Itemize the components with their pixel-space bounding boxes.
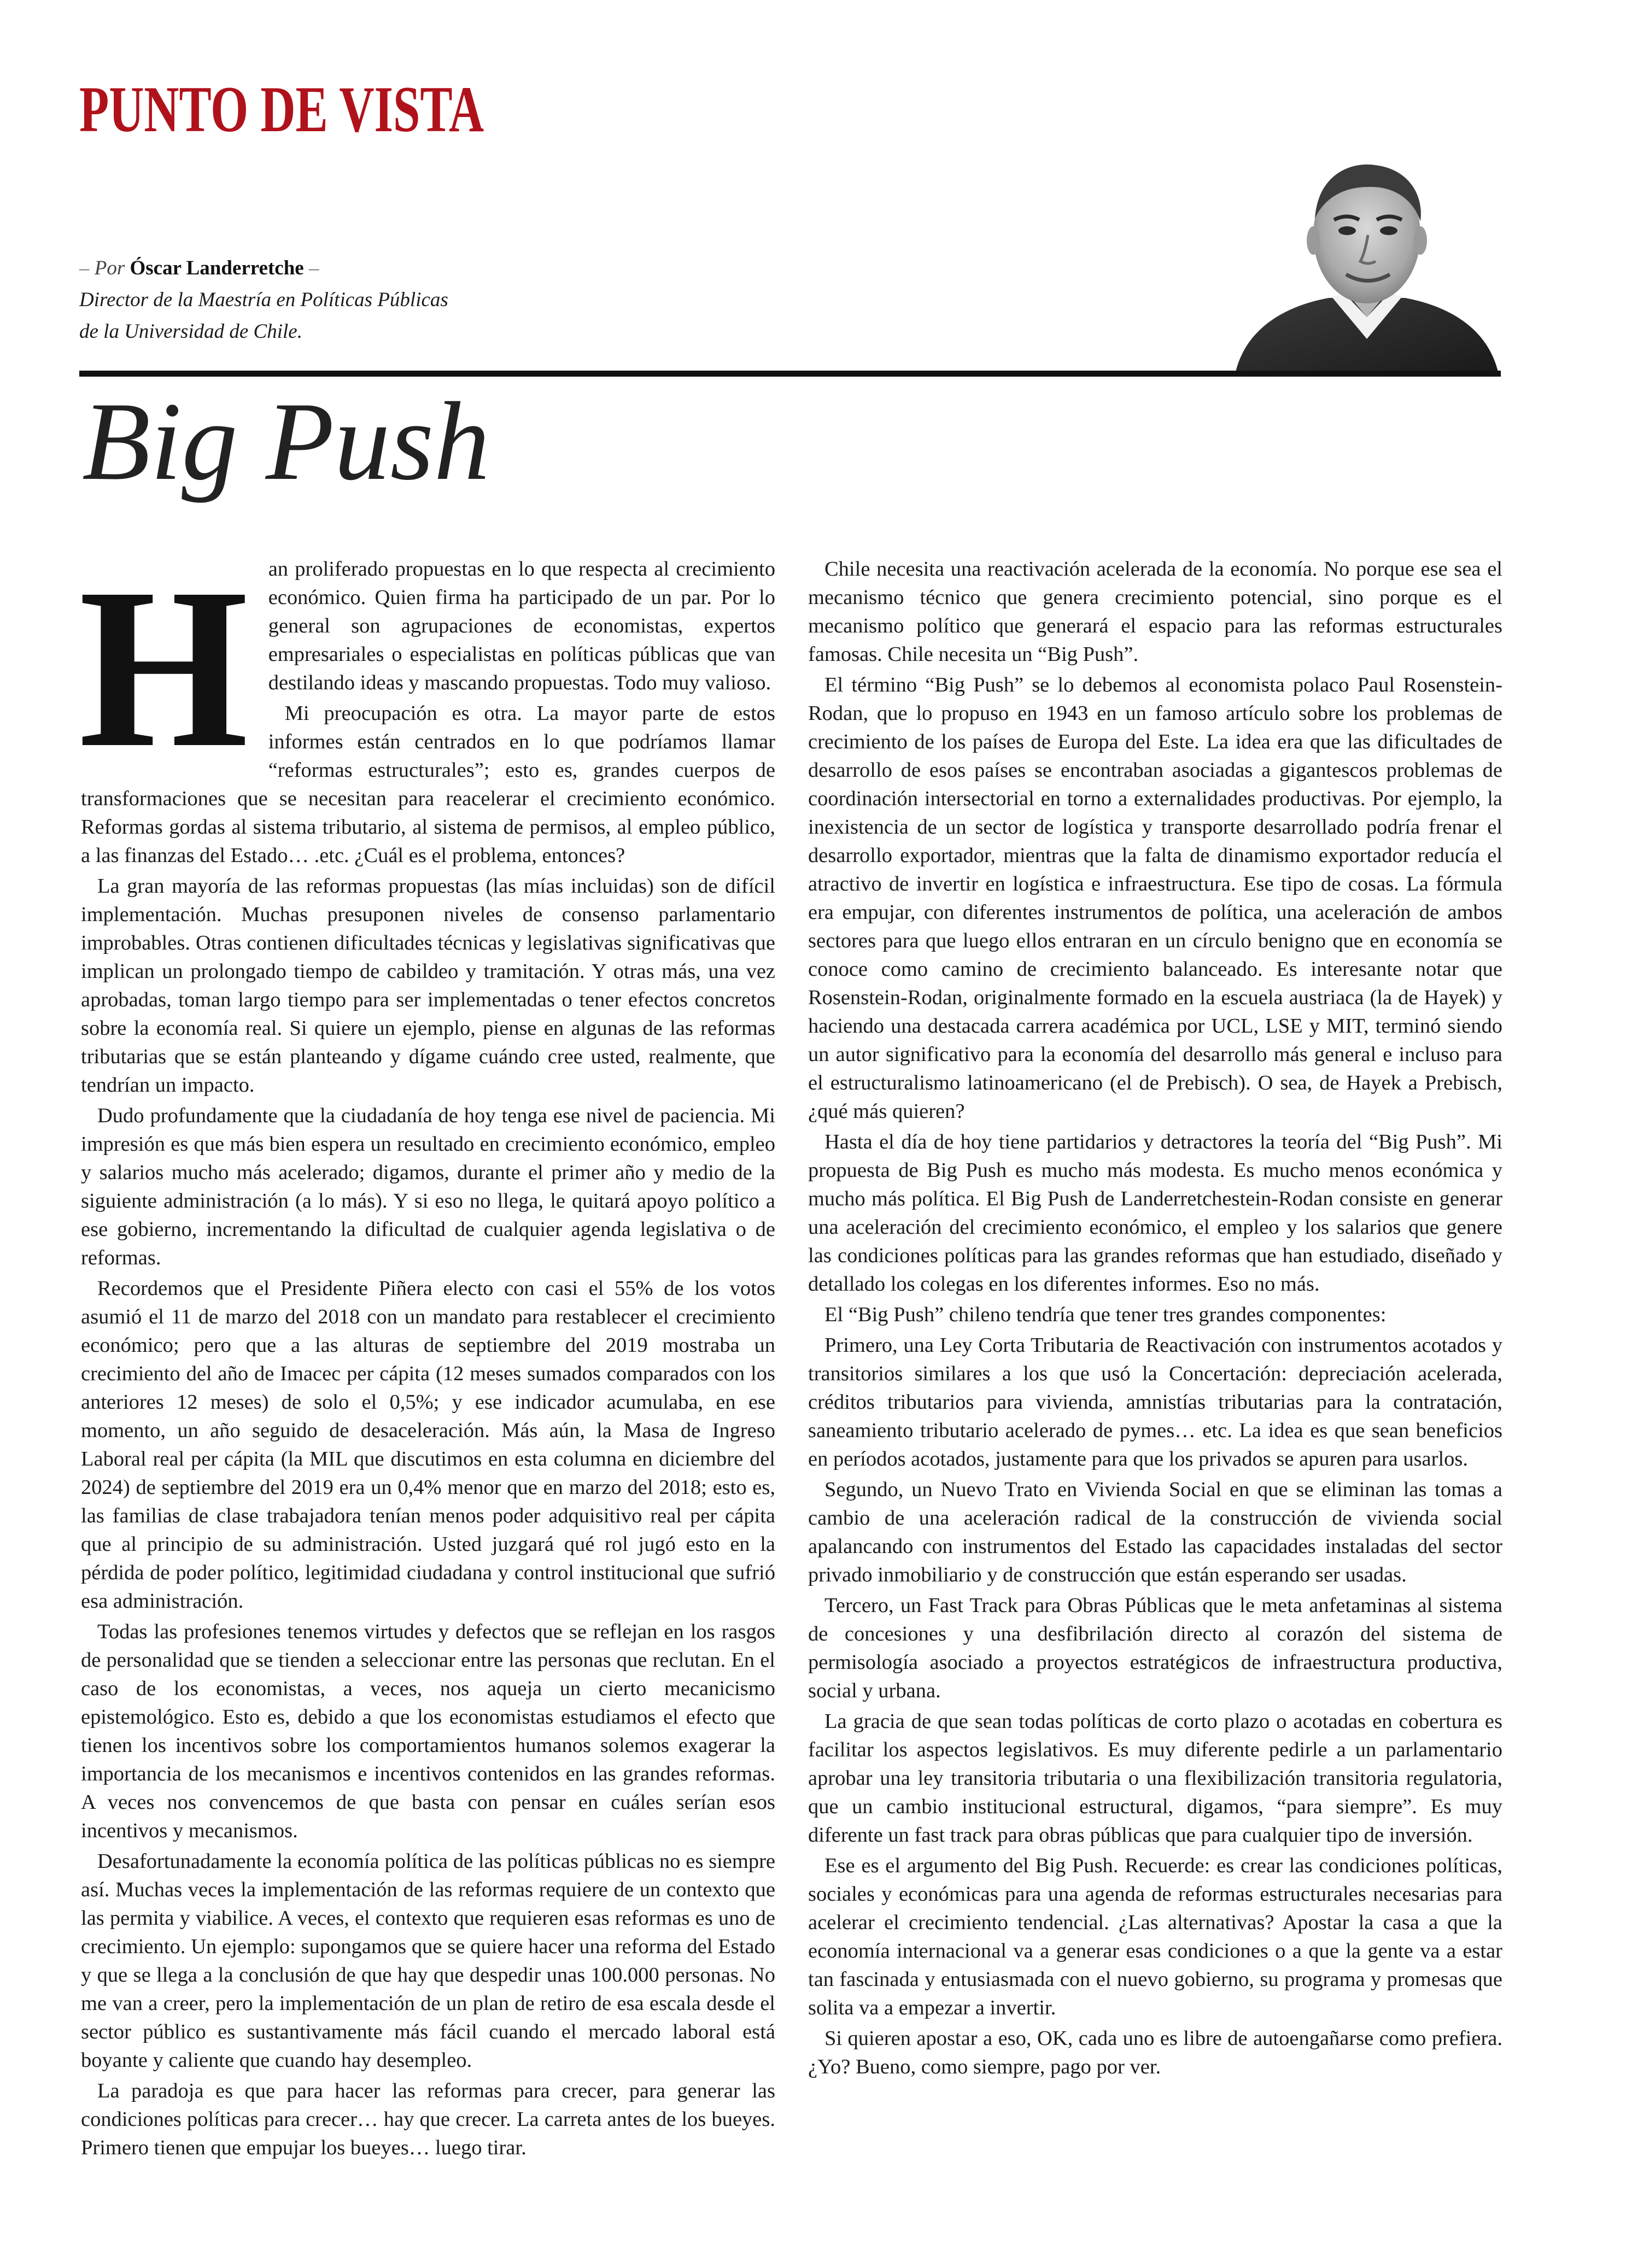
paragraph-15: Tercero, un Fast Track para Obras Públicas que le meta anfetaminas al sistema de concesiones y una desfibrilación directo al corazón del sistema de permisología asociado a proyectos estratégicos de infraestructura productiva, social y urbana. — [808, 1594, 1502, 1702]
byline — [79, 253, 448, 348]
drop-cap: H — [79, 541, 249, 795]
paragraph-1-text: an proliferado propuestas en lo que respecta al crecimiento económico. Quien firma ha participado de un par. Por lo general son agrupaciones de economistas, expertos empresariales o especialistas en políticas públicas que van destilando ideas y mascando propuestas. Todo muy valioso. — [268, 558, 775, 694]
paragraph-9: Chile necesita una reactivación acelerada de la economía. No porque ese sea el mecanismo técnico que genera crecimiento potencial, sino porque es el mecanismo político que generará el espacio para las reformas estructurales famosas. Chile necesita un “Big Push”. — [808, 558, 1502, 666]
paragraph-13: Primero, una Ley Corta Tributaria de Reactivación con instrumentos acotados y transitorios similares a los que usó la Concertación: depreciación acelerada, créditos tributarios para vivienda, amnistías tributarias para la contratación, saneamiento tributario acelerado de pymes… etc. La idea es que sean beneficios en períodos acotados, justamente para que los privados se apuren para usarlos. — [808, 1334, 1502, 1470]
article-headline: Big Push — [82, 379, 490, 503]
author-portrait — [1225, 153, 1509, 372]
paragraph-4: Dudo profundamente que la ciudadanía de hoy tenga ese nivel de paciencia. Mi impresión es que más bien espera un resultado en crecimiento económico, empleo y salarios mucho más acelerado; digamos, durante el primer año y medio de la siguiente administración (a lo más). Y si eso no llega, le quitará apoyo político a ese gobierno, incrementando la dificultad de cualquier agenda legislativa o de reformas. — [81, 1104, 775, 1269]
byline-prefix: Por — [94, 257, 125, 279]
article-column-left — [79, 541, 775, 2164]
author-name: Óscar Landerretche — [130, 257, 304, 279]
paragraph-5: Recordemos que el Presidente Piñera electo con casi el 55% de los votos asumió el 11 de marzo del 2018 con un mandato para restablecer el crecimiento económico; pero que a las alturas de septiembre del 2019 mostraba un crecimiento del año de Imacec per cápita (12 meses sumados comparados con los anteriores 12 meses) de solo el 0,5%; y ese indicador acumulaba, en ese momento, un año seguido de desaceleración. Más aún, la Masa de Ingreso Laboral real per cápita (la MIL que discutimos en esta columna en diciembre del 2024) de septiembre del 2019 era un 0,4% menor que en marzo del 2018; esto es, las familias de clase trabajadora tenían menos poder adquisitivo real per cápita que al principio de su administración. Usted juzgará qué rol jugó esto en la pérdida de poder político, legitimidad ciudadana y control institucional que sufrió esa administración. — [81, 1277, 775, 1613]
paragraph-2: Mi preocupación es otra. La mayor parte de estos informes están centrados en lo que podríamos llamar “reformas estructurales”; esto es, grandes cuerpos de transformaciones que se necesitan para reacelerar el crecimiento económico. Reformas gordas al sistema tributario, al sistema de permisos, al empleo público, a las finanzas del Estado… .etc. ¿Cuál es el problema, entonces? — [81, 702, 775, 867]
article-column-right — [808, 555, 1502, 2083]
author-role-line-2: de la Universidad de Chile. — [79, 320, 302, 343]
header-rule — [79, 371, 1501, 377]
paragraph-6: Todas las profesiones tenemos virtudes y defectos que se reflejan en los rasgos de personalidad que se tienden a seleccionar entre las personas que reclutan. En el caso de los economistas, a veces, nos aqueja un cierto mecanicismo epistemológico. Esto es, debido a que los economistas estudiamos el efecto que tienen los incentivos sobre los comportamientos humanos solemos exagerar la importancia de los mecanismos e incentivos contenidos en las grandes reformas. A veces nos convencemos de que basta con pensar en cuáles serían esos incentivos y mecanismos. — [81, 1620, 775, 1842]
paragraph-10: El término “Big Push” se lo debemos al economista polaco Paul Rosenstein-Rodan, que lo propuso en 1943 en un famoso artículo sobre los problemas de crecimiento de los países de Europa del Este. La idea era que las dificultades de desarrollo de esos países se encontraban asociadas a gigantescos problemas de coordinación intersectorial en torno a externalidades productivas. Por ejemplo, la inexistencia de un sector de logística y transporte desarrollado podría frenar el desarrollo exportador, mientras que la falta de dinamismo exportador reducía el atractivo de invertir en logística e infraestructura. Ese tipo de cosas. La fórmula era empujar, con diferentes instrumentos de política, una aceleración de ambos sectores para que luego ellos entraran en un círculo benigno que en economía se conoce como camino de crecimiento balanceado. Es interesante notar que Rosenstein-Rodan, originalmente formado en la escuela austriaca (la de Hayek) y haciendo una destacada carrera académica por UCL, LSE y MIT, terminó siendo un autor significativo para la economía del desarrollo más general e incluso para el estructuralismo latinoamericano (el de Prebisch). O sea, de Hayek a Prebisch, ¿qué más quieren? — [808, 673, 1502, 1123]
paragraph-7: Desafortunadamente la economía política de las políticas públicas no es siempre así. Muchas veces la implementación de las reformas requiere de un contexto que las permita y viabilice. A veces, el contexto que requieren esas reformas es uno de crecimiento. Un ejemplo: supongamos que se quiere hacer una reforma del Estado y que se llega a la conclusión de que hay que despedir unas 100.000 personas. No me van a creer, pero la implementación de un plan de retiro de esa escala desde el sector público es sustantivamente más fácil cuando el mercado laboral está boyante y caliente que cuando hay desempleo. — [81, 1850, 775, 2072]
paragraph-12: El “Big Push” chileno tendría que tener tres grandes componentes: — [824, 1303, 1387, 1326]
paragraph-14: Segundo, un Nuevo Trato en Vivienda Social en que se eliminan las tomas a cambio de una aceleración radical de la construcción de vivienda social apalancando con instrumentos del Estado las capacidades instaladas del sector privado inmobiliario y de construcción que están esperando ser usadas. — [808, 1478, 1502, 1586]
paragraph-17: Ese es el argumento del Big Push. Recuerde: es crear las condiciones políticas, sociales y económicas para una agenda de reformas estructurales necesarias para acelerar el crecimiento tendencial. ¿Las alternativas? Apostar la casa a que la economía internacional va a generar esas condiciones o a que la gente va a estar tan fascinada y entusiasmada con el nuevo gobierno, su programa y promesas que solita va a empezar a invertir. — [808, 1854, 1502, 2019]
paragraph-18: Si quieren apostar a eso, OK, cada uno es libre de autoengañarse como prefiera. ¿Yo? Bueno, como siempre, pago por ver. — [808, 2027, 1502, 2078]
section-masthead: PUNTO DE VISTA — [79, 73, 484, 145]
paragraph-3: La gran mayoría de las reformas propuestas (las mías incluidas) son de difícil implementación. Muchas presuponen niveles de consenso parlamentario improbables. Otras contienen dificultades técnicas y legislativas significativas que implican un prolongado tiempo de cabildeo y tramitación. Y otras más, una vez aprobadas, toman largo tiempo para ser implementadas o tener efectos concretos sobre la economía real. Si quiere un ejemplo, piense en algunas de las reformas tributarias que se están planteando y dígame cuándo cree usted, realmente, que tendrían un impacto. — [81, 875, 775, 1097]
paragraph-8: La paradoja es que para hacer las reformas para crecer, para generar las condiciones políticas para crecer… hay que crecer. La carreta antes de los bueyes. Primero tienen que empujar los bueyes… luego tirar. — [81, 2079, 775, 2159]
byline-prefix-line: – Por Óscar Landerretche – — [79, 257, 319, 279]
paragraph-11: Hasta el día de hoy tiene partidarios y detractores la teoría del “Big Push”. Mi propuesta de Big Push es mucho más modesta. Es mucho menos económica y mucho más política. El Big Push de Landerretchestein-Rodan consiste en generar una aceleración del crecimiento económico, el empleo y los salarios que genere las condiciones políticas para las grandes reformas que han estudiado, diseñado y detallado los colegas en los diferentes informes. Eso no más. — [808, 1130, 1502, 1296]
paragraph-16: La gracia de que sean todas políticas de corto plazo o acotadas en cobertura es facilitar los aspectos legislativos. Es muy diferente pedirle a un parlamentario aprobar una ley transitoria tributaria o una flexibilización transitoria regulatoria, que un cambio institucional estructural, digamos, “para siempre”. Es muy diferente un fast track para obras públicas que para cualquier tipo de inversión. — [808, 1710, 1502, 1847]
author-role-line-1: Director de la Maestría en Políticas Públicas — [79, 289, 448, 311]
